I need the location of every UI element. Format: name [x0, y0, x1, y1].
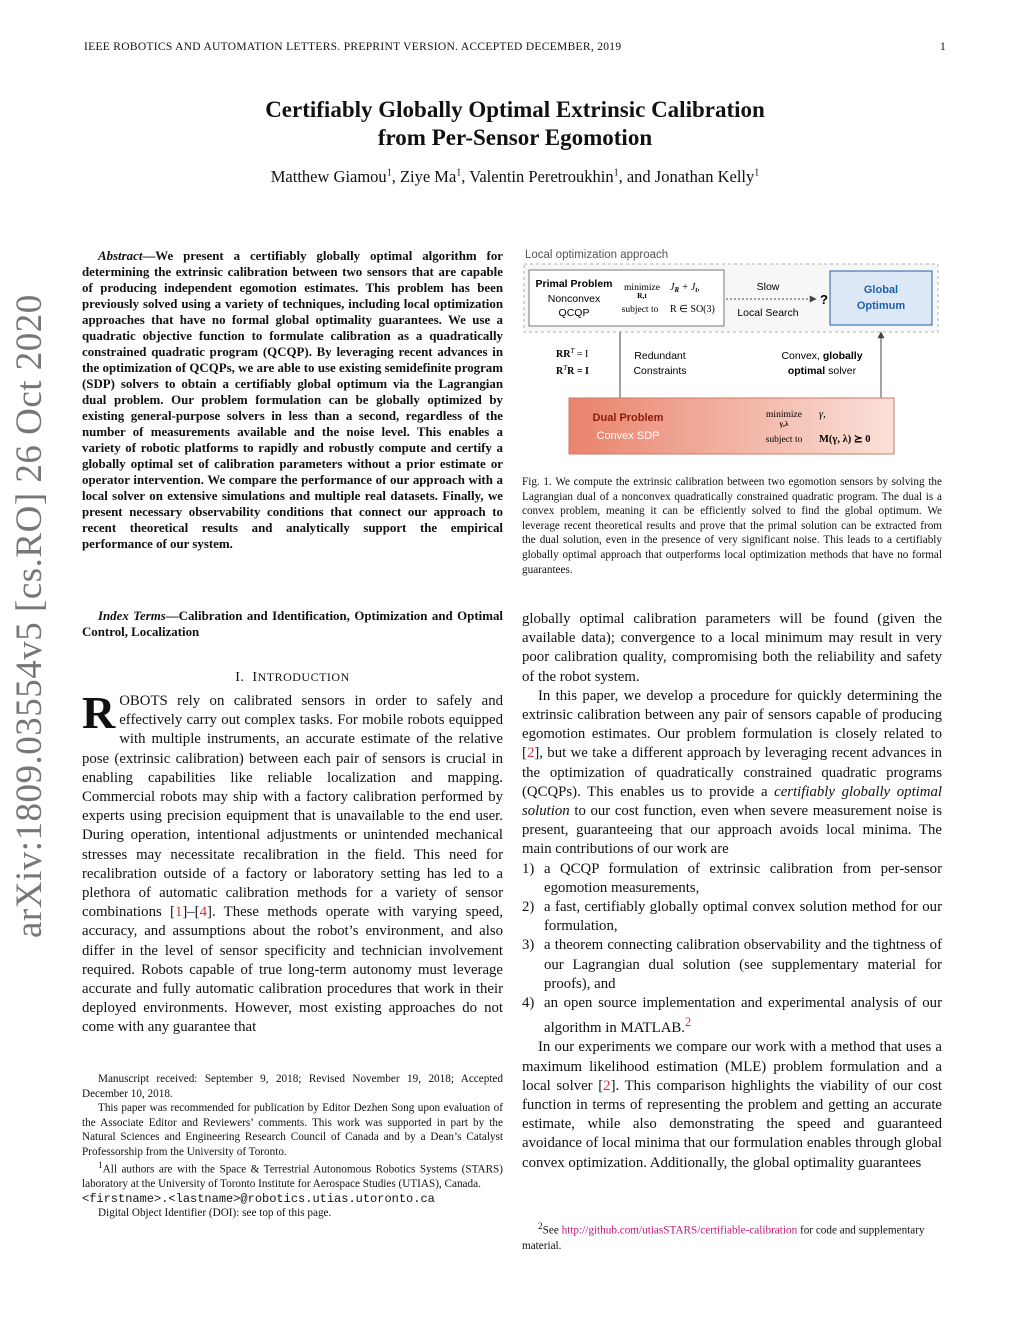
author-list: [84, 167, 946, 187]
global-optimum-line2: Optimum: [856, 300, 906, 312]
running-head: [84, 41, 946, 53]
page-number: 1: [939, 41, 946, 53]
list-item: 2) a fast, certifiably globally optimal convex solution method for our formulation,: [522, 899, 942, 935]
intro-text-a: rely on calibrated sensors in order to safely and effectively carry out complex tasks. For mobile robots equipped with multiple instruments, an accurate estimate of the relative pose (extrinsic calibration) between each pair of sensors is crucial in enabling capabilities like reliable localization and mapping. Commercial robots may ship with a factory calibration performed by experts using precision equipment that is unavailable to the end user. During operation, intentional adjustments or unintended mechanical stresses may necessitate recalibration in the field. This need for recalibration outside of a factory or laboratory setting has led to a plethora of automatic calibration methods for a variety of sensor combinations [: [82, 693, 503, 921]
right-column-body: [522, 610, 942, 1173]
list-item: 4) an open source implementation and experimental analysis of our algorithm in MATLAB.$^2$: [522, 995, 942, 1037]
question-mark: ?: [820, 292, 828, 307]
global-optimum-box: [830, 271, 932, 325]
global-optimum-line1: Global: [863, 284, 899, 296]
caption-text: We compute the extrinsic calibration between two egomotion sensors by solving the Lagrangian dual of a nonconvex quadratically constrained quadratic program. The dual is a convex problem, meaning it can be efficiently solved to find the global optimum. We leverage recent theoretical results and prove that the primal solution can be extracted from the dual solution, even in the presence of very significant noise. This leads to a certifiably globally optimal approach that outperforms local optimization methods that have no formal guarantees.: [522, 476, 942, 576]
local-approach-label: Local optimization approach: [525, 249, 669, 261]
figure-caption: [522, 475, 942, 577]
doi-note: Digital Object Identifier (DOI): see top of this page.: [98, 1207, 332, 1220]
affil-footnote-mark: 1: [98, 1161, 103, 1171]
figure-1: [522, 246, 942, 466]
index-terms: [82, 608, 503, 640]
recommended-note: This paper was recommended for publication by Editor Dezhen Song upon evaluation of the Associate Editor and Reviewers’ comments. This work was supported in part by the Natural Sciences and Engineering Research Council of Canada and by a Dean’s Catalyst Professorship from the University of Toronto.: [82, 1102, 503, 1158]
affiliation-note: [82, 1159, 503, 1192]
footnotes-left: [82, 1072, 503, 1221]
primal-sub1: Nonconvex: [547, 293, 601, 305]
primal-objective: $J_R + J_t$,: [670, 282, 700, 294]
dual-problem-box: [569, 398, 894, 454]
dual-subject: subject to: [765, 435, 803, 445]
intro-paragraph: [82, 687, 504, 1038]
running-head-text: IEEE ROBOTICS AND AUTOMATION LETTERS. PREPRINT VERSION. ACCEPTED DECEMBER, 2019: [84, 41, 622, 53]
paragraph: In our experiments we compare our work with a method that uses a maximum likelihood estimation (MLE) problem formulation and a local solver [2]. This comparison highlights the viability of our cost function in terms of representing the problem and getting an accurate estimate, while also demonstrating the speed and guaranteed avoidance of local minima that our formulation enables through global convex optimization. Additionally, the global optimality guarantees: [522, 1039, 942, 1171]
code-url-link[interactable]: http://github.com/utiasSTARS/certifiable-calibration: [561, 1224, 798, 1237]
section-heading: [82, 670, 503, 686]
redundant-eq-1: $RR^T = I$: [556, 347, 589, 360]
paragraph: In this paper, we develop a procedure for quickly determining the extrinsic calibration between any pair of sensors capable of producing egomotion estimates. Our problem formulation is closely related to [2], but we take a different approach by leveraging recent advances in the optimization of quadratically constrained quadratic programs (QCQPs). This enables us to provide a certifiably globally optimal solution to our cost function, even when severe measurement noise is present, guaranteeing that our approach avoids local minima. The main contributions of our work are: [522, 687, 942, 858]
primal-minimize: minimize: [624, 283, 660, 293]
footnote-see: See: [542, 1224, 562, 1237]
title-line-2: from Per-Sensor Egomotion: [377, 125, 653, 150]
citation-link[interactable]: 4: [199, 904, 208, 921]
affiliation-text: All authors are with the Space & Terrestrial Autonomous Robotics Systems (STARS) laboratory at the University of Toronto Institute for Aerospace Studies (UTIAS), Canada.: [82, 1163, 503, 1191]
affil-mark: 1: [754, 167, 760, 179]
abstract: [82, 248, 503, 552]
affil-mark: 1: [456, 167, 462, 179]
email-note: [82, 1192, 503, 1207]
redundant-label-2: Constraints: [633, 365, 687, 377]
list-item: 1) a QCQP formulation of extrinsic calibration from per-sensor egomotion measurements,: [522, 860, 942, 896]
author-sep: ,: [391, 167, 400, 186]
footnote-right: [522, 1220, 942, 1254]
footnote-rest: for code and supplementary material.: [522, 1224, 925, 1252]
manuscript-received: Manuscript received: September 9, 2018; Revised November 19, 2018; Accepted December 10, 2018.: [82, 1073, 503, 1100]
slow-label: Slow: [756, 281, 780, 293]
dual-sub: Convex SDP: [596, 430, 660, 442]
dual-constraint: M(γ, λ) ⪰ 0: [819, 434, 871, 445]
dropcap: R: [82, 687, 116, 738]
citation-link[interactable]: 1: [174, 904, 183, 921]
abstract-text: —We present a certifiably globally optimal algorithm for determining the extrinsic calibration between two sensors that are capable of producing independent egomotion estimates. This problem has been previously solved using a variety of techniques, including local optimization approaches that have no formal global optimality guarantees. We use a quadratic objective function to formulate calibration as a quadratically constrained quadratic program (QCQP). By leveraging recent advances in the optimization of QCQPs, we are able to use existing semidefinite program (SDP) solvers to obtain a certifiably global optimum via the Lagrangian dual problem. Our problem formulation can be globally optimized by existing general-purpose solvers in less than a second, regardless of the number of measurements available and the noise level. This enables a variety of robotic platforms to rapidly and robustly compute and certify a globally optimal set of calibration parameters without a prior estimate or operator intervention. We compare the performance of our approach with a local solver on extensive simulations and multiple real datasets. Finally, we present necessary observability conditions that connect our approach to recent theoretical results and analytically support the empirical performance of our system.: [82, 249, 503, 551]
author: Jonathan Kelly: [654, 167, 755, 186]
email-address: <firstname>.<lastname>@robotics.utias.utoronto.ca: [82, 1191, 435, 1206]
citation-link[interactable]: 2: [603, 1077, 611, 1094]
author: Valentin Peretroukhin: [469, 167, 614, 186]
contributions-list: [522, 860, 942, 1039]
title-line-1: Certifiably Globally Optimal Extrinsic Calibration: [265, 97, 765, 122]
emphasis: certifiably globally optimal solution: [522, 783, 942, 820]
intro-text-b: ]. These methods operate with varying speed, accuracy, and assumptions about the robot’s environment, and also differ in the level of sensor specificity and technician involvement required. Robots capable of true long-term autonomy must leverage accurate and fully automatic calibration procedures that work in their deployed environments. However, most existing approaches do not come with any guarantee that: [82, 904, 504, 1036]
citation-range-dash: ]–[: [182, 904, 200, 921]
primal-constraint: R ∈ SO(3): [670, 304, 715, 315]
citation-link[interactable]: 2: [526, 745, 535, 762]
author: Matthew Giamou: [270, 167, 387, 186]
intro-lead: OBOTS: [119, 693, 168, 709]
paragraph: globally optimal calibration parameters will be found (given the available data); convergence to a local minimum may result in very poor calibration quality, compromising both the reliability and safety of the robot system.: [522, 611, 942, 685]
local-search-label: Local Search: [737, 307, 799, 319]
footnote-mark: 2: [538, 1222, 543, 1232]
dual-vars: γ,λ: [779, 419, 789, 428]
index-terms-text: —Calibration and Identification, Optimization and Optimal Control, Localization: [82, 609, 503, 639]
footnote-mark[interactable]: 2: [684, 1015, 692, 1030]
affil-mark: 1: [386, 167, 392, 179]
arxiv-stamp: arXiv:1809.03554v5 [cs.RO] 26 Oct 2020: [9, 294, 50, 938]
list-item: 3) a theorem connecting calibration observability and the tightness of our Lagrangian dual solution (see supplementary material for proofs), and: [522, 937, 942, 992]
author-sep: , and: [618, 167, 655, 186]
author: Ziye Ma: [399, 167, 457, 186]
dual-objective: γ,: [819, 409, 826, 420]
primal-vars: R,t: [637, 291, 647, 300]
section-number: I.: [235, 670, 245, 685]
section-title-rest: NTRODUCTION: [257, 670, 350, 684]
figure-diagram: [522, 246, 942, 466]
convex-solver-label-2: optimal solver: [787, 365, 857, 377]
author-sep: ,: [461, 167, 470, 186]
dual-minimize: minimize: [766, 410, 802, 420]
dual-title: Dual Problem: [592, 412, 664, 424]
convex-solver-label-1: Convex, globally: [781, 350, 863, 362]
primal-subject: subject to: [621, 305, 659, 315]
index-terms-label: Index Terms: [98, 609, 166, 623]
caption-label: Fig. 1.: [522, 476, 552, 488]
section-title-first: I: [252, 670, 258, 685]
primal-title: Primal Problem: [535, 278, 613, 290]
abstract-label: Abstract: [98, 249, 143, 263]
paper-title: [84, 96, 946, 152]
redundant-label-1: Redundant: [634, 350, 686, 362]
affil-mark: 1: [613, 167, 619, 179]
primal-sub2: QCQP: [558, 307, 590, 319]
redundant-eq-2: $R^TR = I$: [556, 364, 589, 377]
